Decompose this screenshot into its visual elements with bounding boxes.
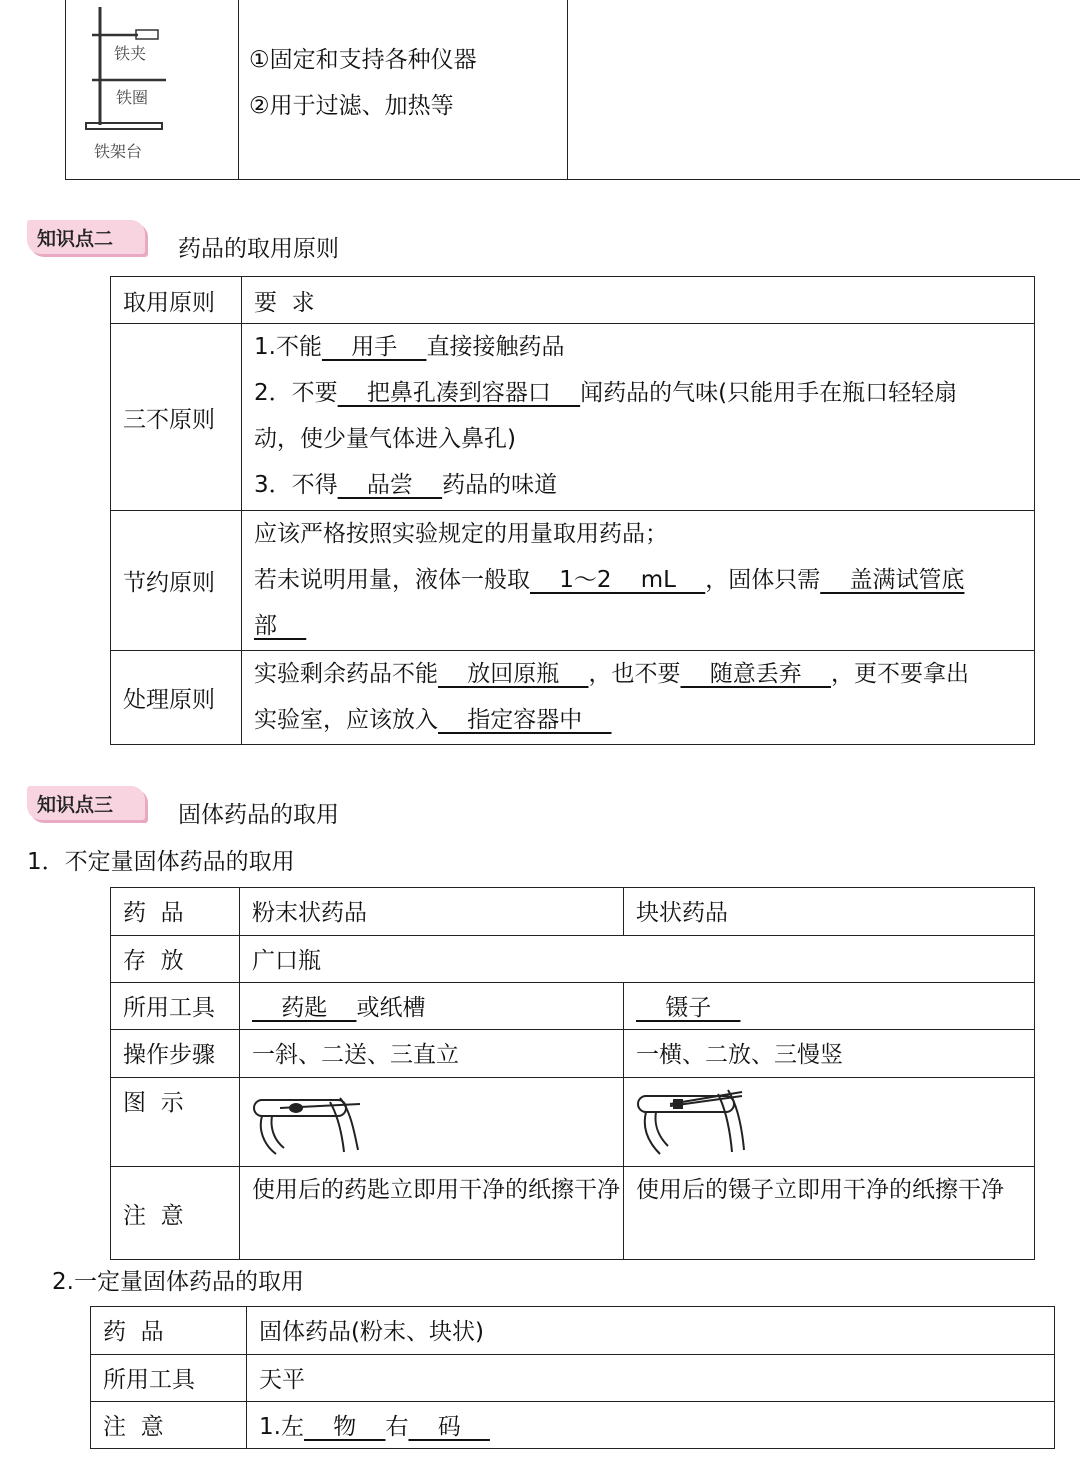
principles-table <box>110 276 1035 745</box>
t1-r3-block: 镊子 <box>624 983 1035 1030</box>
t2-r3-value: 1.左 物 右 码 <box>247 1402 1055 1449</box>
use-2: ②用于过滤、加热等 <box>249 93 454 119</box>
header-principle: 取用原则 <box>111 277 242 324</box>
t1-r1-powder: 粉末状药品 <box>240 888 624 936</box>
t1-r4-block: 一横、二放、三慢竖 <box>624 1030 1035 1078</box>
t1-r6-powder: 使用后的药匙立即用干净的纸擦干净 <box>240 1167 624 1260</box>
t1-r5-label: 图 示 <box>111 1078 240 1167</box>
powder-spoon-illustration <box>250 1090 370 1160</box>
chu-li-line-1: 实验剩余药品不能 放回原瓶 ，也不要 随意丢弃 ，更不要拿出 <box>254 661 969 687</box>
definite-solid-table <box>90 1306 1055 1449</box>
t1-r2-storage: 广口瓶 <box>240 936 1035 983</box>
section3-title: 固体药品的取用 <box>178 802 339 828</box>
jie-yue-line-2: 若未说明用量，液体一般取 1～2 mL ，固体只需 盖满试管底 <box>254 567 965 593</box>
use-1: ①固定和支持各种仪器 <box>249 47 477 73</box>
iron-stand-uses-cell <box>239 0 568 180</box>
t1-r2-label: 存 放 <box>111 936 240 983</box>
iron-stand-illustration <box>66 0 238 178</box>
iron-stand-empty-cell <box>568 0 1080 180</box>
iron-clamp-label: 铁夹 <box>114 44 147 63</box>
subheading-2: 2.一定量固体药品的取用 <box>52 1269 304 1295</box>
tweezers-illustration <box>634 1084 754 1160</box>
jie-yue-line-1: 应该严格按照实验规定的用量取用药品； <box>254 521 668 547</box>
t1-r4-powder: 一斜、二送、三直立 <box>240 1030 624 1078</box>
chu-li-line-2: 实验室，应该放入 指定容器中 <box>254 707 612 733</box>
san-bu-line-1: 1.不能 用手 直接接触药品 <box>254 334 565 360</box>
t2-r2-value: 天平 <box>247 1355 1055 1402</box>
section2-title: 药品的取用原则 <box>178 236 339 262</box>
san-bu-principle-label: 三不原则 <box>111 324 242 511</box>
t1-r6-block: 使用后的镊子立即用干净的纸擦干净 <box>624 1167 1035 1260</box>
san-bu-line-3: 动，使少量气体进入鼻孔) <box>254 426 516 452</box>
iron-stand-table <box>65 0 1080 180</box>
t1-r4-label: 操作步骤 <box>111 1030 240 1078</box>
t1-r5-powder-figure <box>240 1078 624 1167</box>
t1-r3-label: 所用工具 <box>111 983 240 1030</box>
san-bu-line-2: 2．不要 把鼻孔凑到容器口 闻药品的气味(只能用手在瓶口轻轻扇 <box>254 380 958 406</box>
t2-r3-label: 注 意 <box>91 1402 247 1449</box>
t1-r3-powder: 药匙 或纸槽 <box>240 983 624 1030</box>
section2-badge: 知识点二 <box>27 220 145 254</box>
jie-yue-line-3: 部 <box>254 613 307 639</box>
t2-r1-value: 固体药品(粉末、块状) <box>247 1307 1055 1355</box>
t2-r2-label: 所用工具 <box>91 1355 247 1402</box>
jie-yue-principle-label: 节约原则 <box>111 511 242 651</box>
iron-stand-image-cell <box>66 0 239 180</box>
chu-li-content <box>242 651 1035 745</box>
jie-yue-content <box>242 511 1035 651</box>
iron-ring-label: 铁圈 <box>116 88 149 107</box>
t1-r1-block: 块状药品 <box>624 888 1035 936</box>
indefinite-solid-table <box>110 887 1035 1260</box>
t1-r6-label: 注 意 <box>111 1167 240 1260</box>
san-bu-line-4: 3．不得 品尝 药品的味道 <box>254 472 558 498</box>
section3-badge: 知识点三 <box>27 786 145 820</box>
subheading-1: 1．不定量固体药品的取用 <box>27 849 295 875</box>
t2-r1-label: 药 品 <box>91 1307 247 1355</box>
header-requirement: 要 求 <box>242 277 1035 324</box>
t1-r5-block-figure <box>624 1078 1035 1167</box>
san-bu-content <box>242 324 1035 511</box>
t1-r1-label: 药 品 <box>111 888 240 936</box>
iron-stand-label: 铁架台 <box>94 142 143 161</box>
chu-li-principle-label: 处理原则 <box>111 651 242 745</box>
